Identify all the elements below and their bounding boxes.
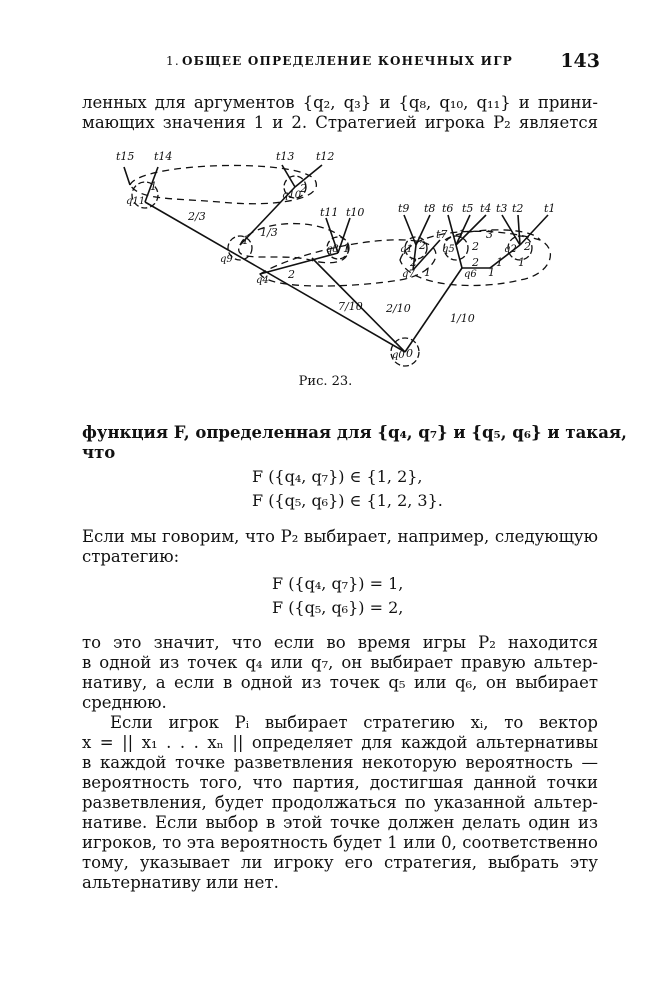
edge-t2 [518,215,520,245]
label-t3: t3 [496,202,508,215]
formula-3: F ({q₄, q₇}) = 1, [272,574,404,593]
label-q10: q10 [282,190,302,201]
formula-4: F ({q₅, q₆}) = 2, [272,598,404,617]
text-line: x = || x₁ . . . xₙ || определяет для каждой альтернативы [82,733,598,752]
game-tree-figure [100,140,570,372]
elabel-0-q0: 0 [406,347,413,360]
label-q1: q1 [400,244,413,255]
elabel-2-q5: 2 [472,240,479,253]
elabel-1-q6: 1 [488,266,495,279]
text-line: что [82,443,116,462]
elabel-2-q10: 2 [300,182,307,195]
elabel-1-q7: 1 [424,266,431,279]
label-q2: q2 [504,244,517,255]
elabel-1-q3: 1 [518,256,525,269]
text-line: функция F, определенная для {q₄, q₇} и {q₅, q₆} и такая, [82,423,627,442]
elabel-2-q3: 2 [524,240,531,253]
elabel-2-q1: 2 [419,239,426,252]
text-line: мающих значения 1 и 2. Стратегией игрока P₂ является [82,113,598,132]
elabel-1-q5: 1 [458,228,465,241]
elabel-1-q2: 1 [496,256,503,269]
label-t9: t9 [398,202,410,215]
elabel-2: 2 [288,268,295,281]
text-line: нативе. Если выбор в этой точке должен делать один из [82,813,598,832]
label-t10: t10 [346,206,365,219]
elabel-2-10: 2/10 [386,302,411,315]
label-t15: t15 [116,150,135,163]
elabel-3-q5: 3 [486,228,493,241]
chapter-title: ОБЩЕЕ ОПРЕДЕЛЕНИЕ КОНЕЧНЫХ ИГР [182,54,513,68]
label-q0: q0 [392,350,405,361]
edge-t15 [124,167,130,185]
text-line: стратегию: [82,547,180,566]
elabel-7-10: 7/10 [338,300,363,313]
label-t2: t2 [512,202,524,215]
text-line: среднюю. [82,693,167,712]
elabel-2-q6: 2 [472,256,479,269]
text-line: Если мы говорим, что P₂ выбирает, например, следующую [82,527,598,546]
edge-q4-q8 [260,253,338,274]
label-q4: q4 [256,275,269,286]
label-t5: t5 [462,202,474,215]
label-q11: q11 [126,196,146,207]
elabel-1-q9: 1 [242,234,249,247]
label-q9: q9 [220,254,233,265]
edge-q6-q5 [456,245,462,268]
edge-t6 [448,215,456,245]
elabel-2-3: 2/3 [188,210,206,223]
label-q8: q8 [326,244,339,255]
running-header [80,50,600,74]
label-q6: q6 [464,269,477,280]
label-t13: t13 [276,150,295,163]
label-t1: t1 [544,202,556,215]
label-t12: t12 [316,150,335,163]
elabel-1-3: 1/3 [260,226,278,239]
elabel-1-10: 1/10 [450,312,475,325]
text-line: в каждой точке разветвления некоторую вероятность — [82,753,598,772]
elabel-2-q7: 2 [410,256,417,269]
text-line: то это значит, что если во время игры P₂ находится [82,633,598,652]
label-t8: t8 [424,202,436,215]
label-t6: t6 [442,202,454,215]
section-mark: 1. [166,54,180,68]
text-line: Если игрок Pᵢ выбирает стратегию xᵢ, то вектор [110,713,598,732]
label-t4: t4 [480,202,492,215]
edge-q0-q6 [405,268,462,352]
text-line: ленных для аргументов {q₂, q₃} и {q₈, q₁₀, q₁₁} и прини- [82,93,598,112]
text-line: игроков, то эта вероятность будет 1 или 0, соответственно [82,833,598,852]
formula-1: F ({q₄, q₇}) ∈ {1, 2}, [252,467,423,486]
figure-caption: Рис. 23. [298,374,353,389]
text-line: нативу, а если в одной из точек q₅ или q₆, он выбирает [82,673,598,692]
label-t7: t7 [436,228,448,241]
text-line: альтернативу или нет. [82,873,279,892]
text-line: разветвления, будет продолжаться по указанной альтер- [82,793,598,812]
page-number: 143 [560,50,600,72]
label-q7: q7 [402,269,415,280]
text-line: тому, указывает ли игроку его стратегия, выбрать эту [82,853,598,872]
elabel-1-q11: 1 [150,180,157,193]
formula-2: F ({q₅, q₆}) ∈ {1, 2, 3}. [252,491,443,510]
text-line: вероятность того, что партия, достигшая данной точки [82,773,598,792]
elabel-1-q8: 1 [343,242,350,255]
text-line: в одной из точек q₄ или q₇, он выбирает правую альтер- [82,653,598,672]
label-t11: t11 [320,206,339,219]
label-q5: q5 [442,244,455,255]
label-t14: t14 [154,150,173,163]
